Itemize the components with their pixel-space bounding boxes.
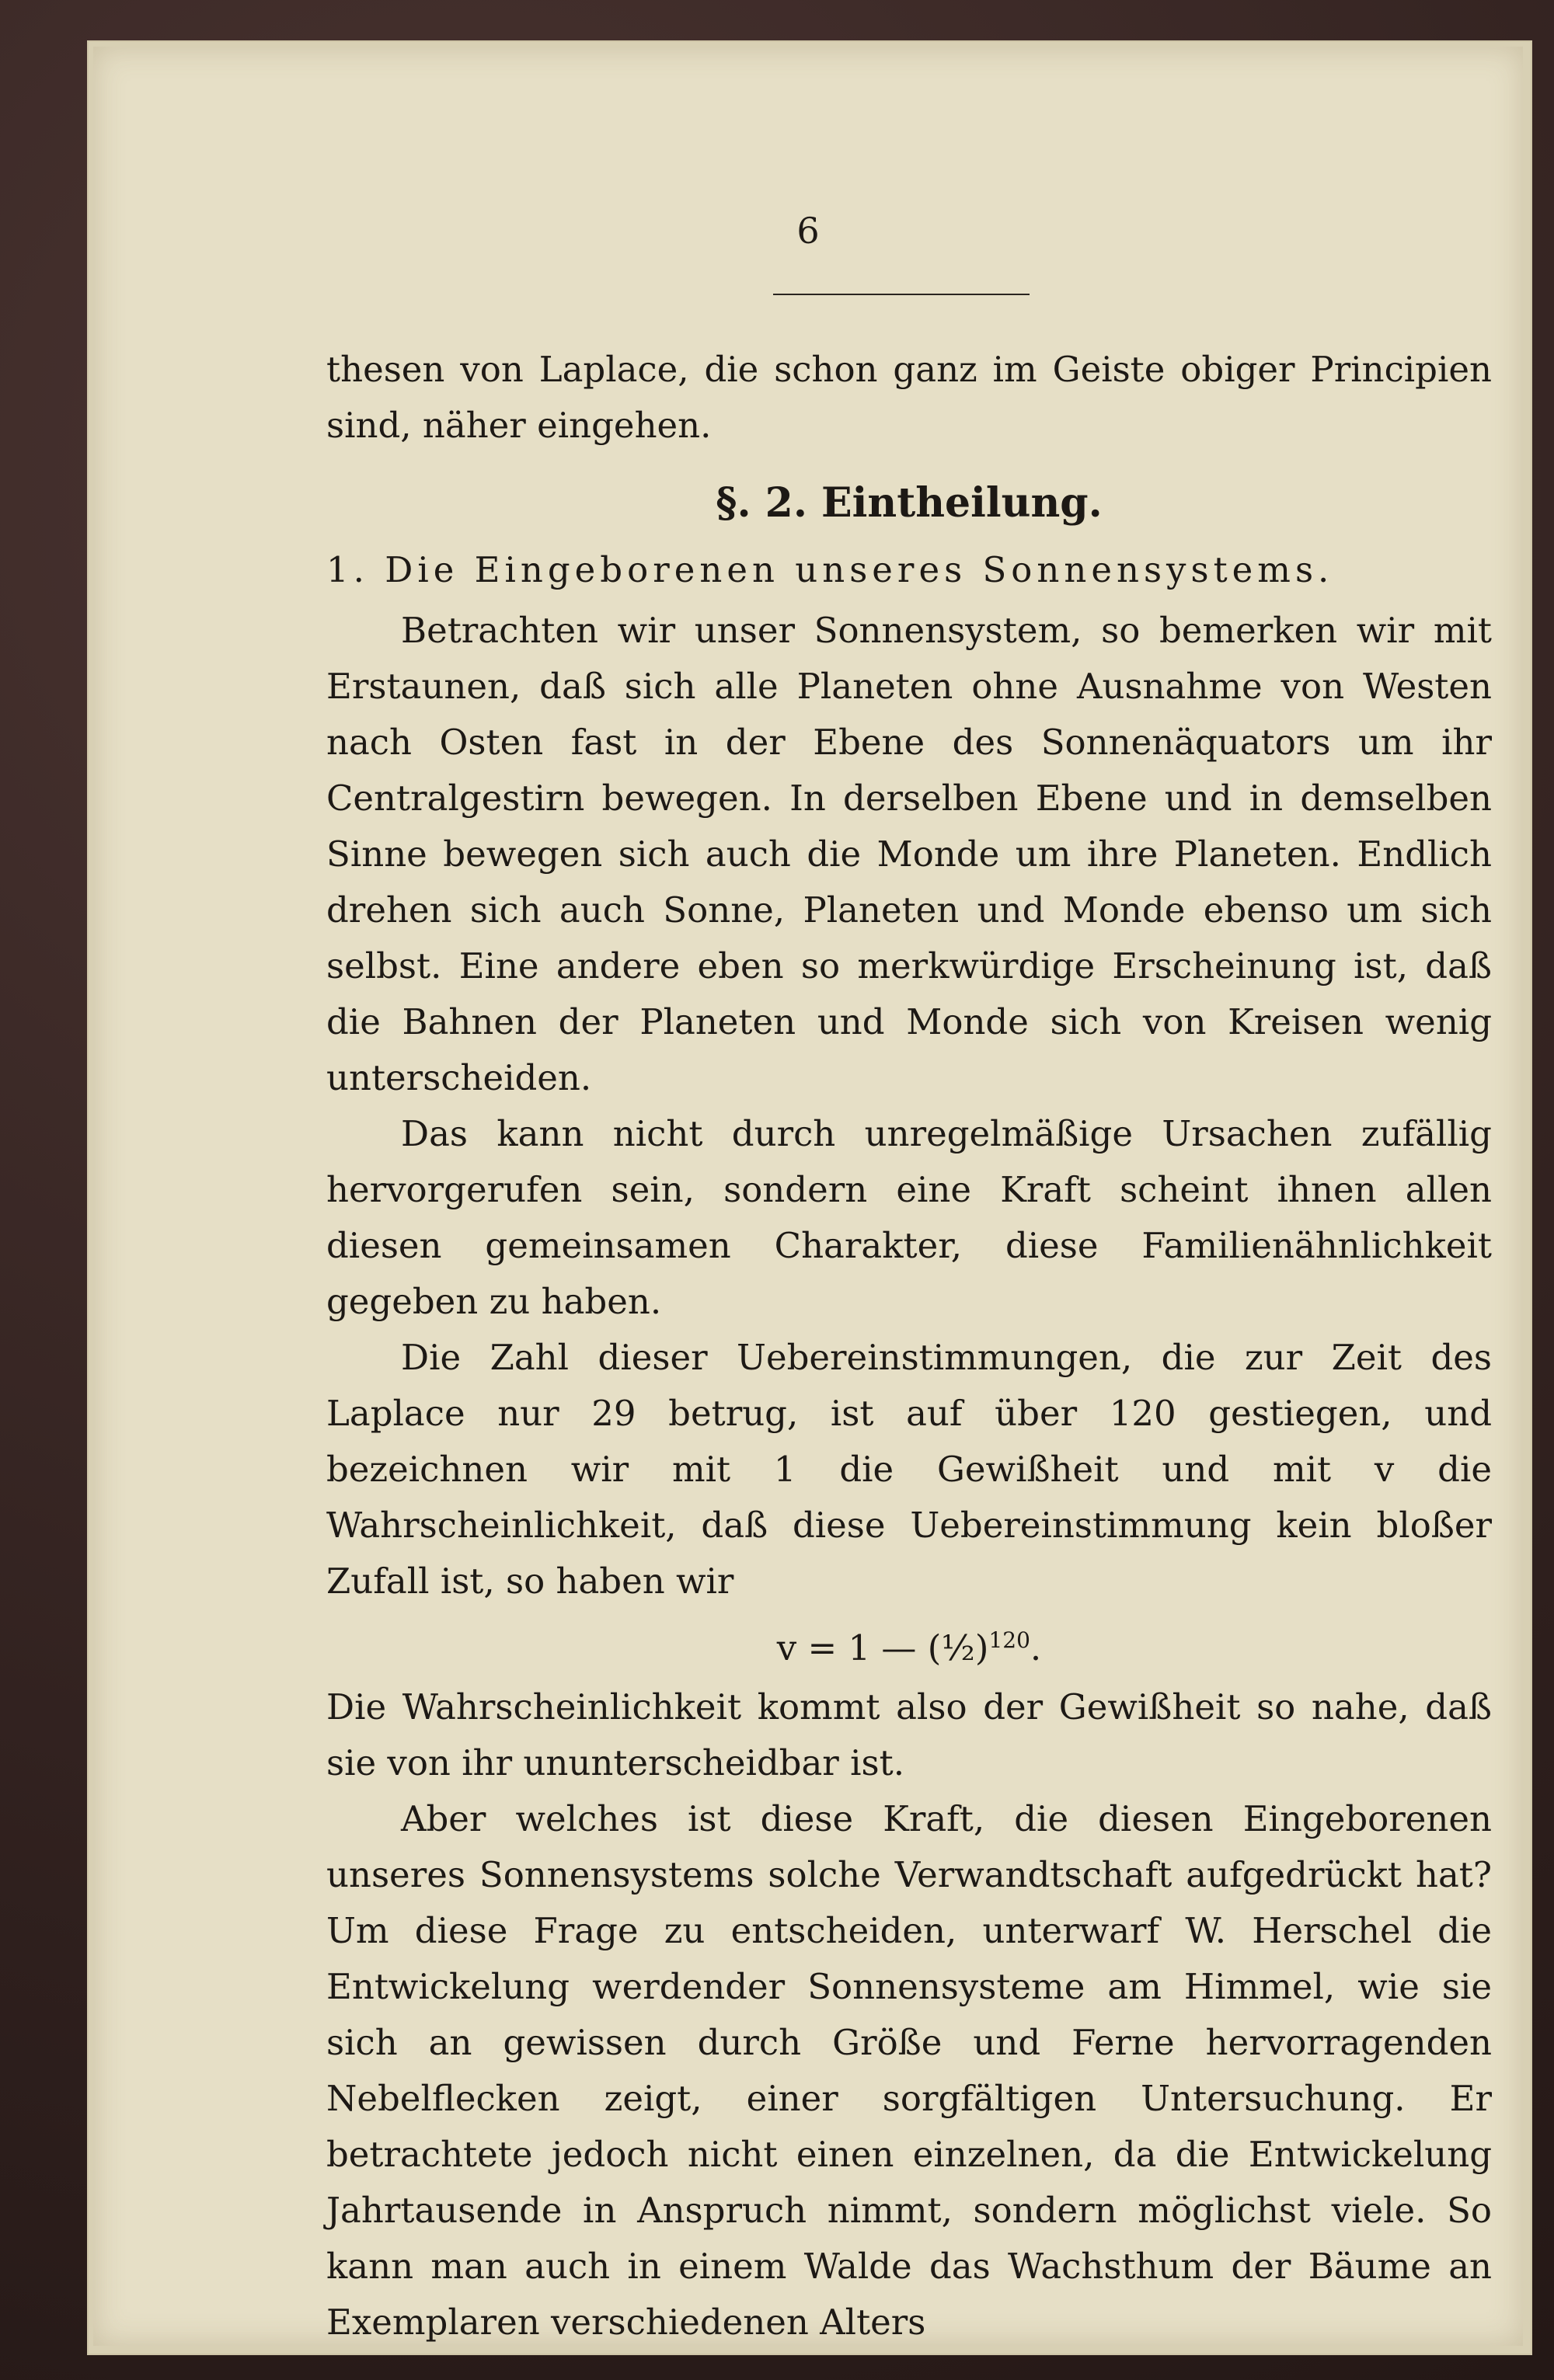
subsection-heading: 1. Die Eingeborenen unseres Sonnensystems. bbox=[326, 549, 1334, 590]
formula-end: . bbox=[1030, 1627, 1042, 1668]
carryover-paragraph: thesen von Laplace, die schon ganz im Geiste obiger Principien sind, näher eingehen. bbox=[326, 349, 1492, 446]
formula-main: v = 1 — (½) bbox=[776, 1627, 989, 1668]
paragraph: Aber welches ist diese Kraft, die diesen Eingeborenen unseres Sonnensystems solche Verwandtschaft aufgedrückt hat? Um diese Frage zu entscheiden, unterwarf W. Herschel die Entwickelung werdender Sonnensysteme am Himmel, wie sie sich an gewissen durch Größe und Ferne hervorragenden Nebelflecken zeigt, einer sorgfältigen Untersuchung. Er betrachtete jedoch nicht einen einzelnen, da die Entwickelung Jahrtausende in Anspruch nimmt, sondern möglichst viele. So kann man auch in einem Walde das Wachsthum der Bäume an Exemplaren verschiedenen Alters bbox=[326, 1798, 1492, 2343]
header-rule bbox=[773, 294, 1030, 295]
page-text bbox=[326, 342, 1492, 2350]
section-heading: §. 2. Eintheilung. bbox=[716, 479, 1103, 527]
paragraph: Das kann nicht durch unregelmäßige Ursachen zufällig hervorgerufen sein, sondern eine Kraft scheint ihnen allen diesen gemeinsamen Charakter, diese Familienähnlichkeit gegeben zu haben. bbox=[326, 1113, 1492, 1322]
book-page bbox=[93, 47, 1523, 2346]
formula-exponent: 120 bbox=[988, 1627, 1030, 1653]
paragraph: Die Wahrscheinlichkeit kommt also der Gewißheit so nahe, daß sie von ihr ununterscheidbar ist. bbox=[326, 1686, 1492, 1783]
formula bbox=[326, 1613, 1492, 1676]
paragraph: Die Zahl dieser Uebereinstimmungen, die zur Zeit des Laplace nur 29 betrug, ist auf über 120 gestiegen, und bezeichnen wir mit 1 die Gewißheit und mit v die Wahrscheinlichkeit, daß diese Uebereinstimmung kein bloßer Zufall ist, so haben wir bbox=[326, 1337, 1492, 1602]
page-number: 6 bbox=[796, 210, 820, 252]
paragraph: Betrachten wir unser Sonnensystem, so bemerken wir mit Erstaunen, daß sich alle Planeten ohne Ausnahme von Westen nach Osten fast in der Ebene des Sonnenäquators um ihr Centralgestirn bewegen. In derselben Ebene und in demselben Sinne bewegen sich auch die Monde um ihre Planeten. Endlich drehen sich auch Sonne, Planeten und Monde ebenso um sich selbst. Eine andere eben so merkwürdige Erscheinung ist, daß die Bahnen der Planeten und Monde sich von Kreisen wenig unterscheiden. bbox=[326, 610, 1492, 1098]
